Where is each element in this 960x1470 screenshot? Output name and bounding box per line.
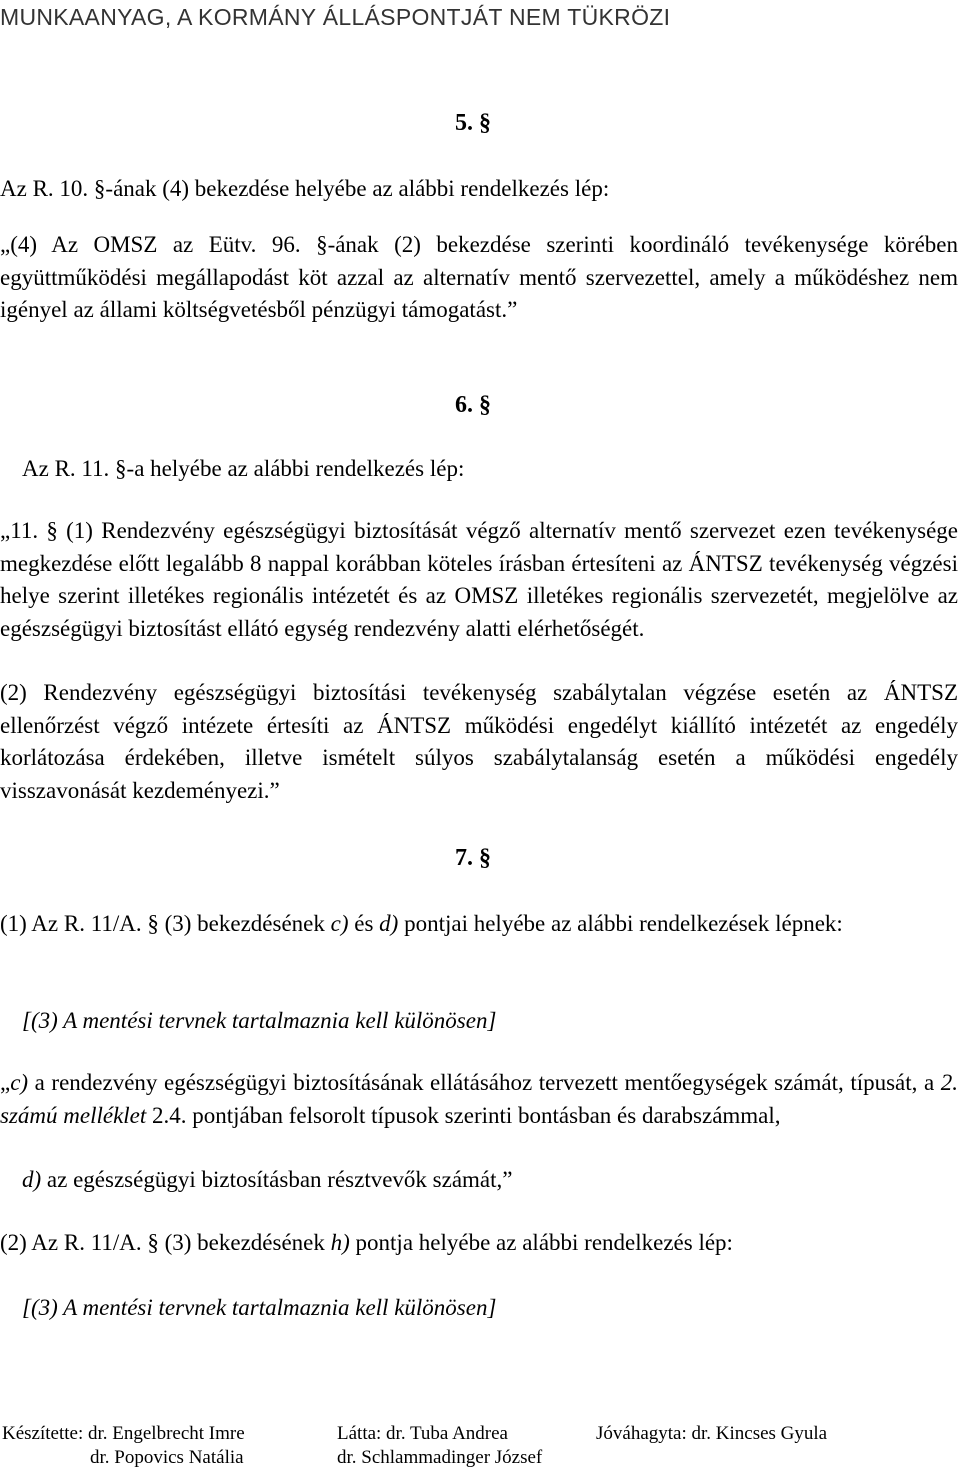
section-7-heading: 7. § [455,845,491,871]
section-5-paragraph: „(4) Az OMSZ az Eütv. 96. §-ának (2) bekezdése szerinti koordináló tevékenysége körében együttműködési megállapodást köt azzal az alternatív mentő szervezettel, amely a működéshez nem igényel az állami költségvetésből pénzügyi támogatást.” [0,232,958,322]
section-6-paragraph-1: „11. § (1) Rendezvény egészségügyi biztosítását végző alternatív mentő szervezet ezen tevékenysége megkezdése előtt legalább 8 nappal korábban köteles írásban értesíteni az ÁNTSZ tevékenység végzési helye szerint illetékes regionális intézetét és az OMSZ illetékes regionális szervezetét, megjelölve az egészségügyi biztosítást ellátó egység rendezvény alatti elérhetőségét. [0,518,958,641]
point-c-label: c) [10,1070,29,1095]
section-7-bracket-2: [(3) A mentési tervnek tartalmaznia kell különösen] [22,1295,497,1320]
page-footer [0,1422,960,1470]
page-header: MUNKAANYAG, A KORMÁNY ÁLLÁSPONTJÁT NEM TÜKRÖZI [0,4,671,30]
point-c-ref: c) [330,911,349,936]
annex-ref: 2. számú melléklet [0,1070,958,1128]
section-6-paragraph-2: (2) Rendezvény egészségügyi biztosítási tevékenység szabálytalan végzése esetén az ÁNTSZ ellenőrzést végző intézete értesíti az ÁNTSZ működési engedélyt kiállító intézetét az engedély korlátozása érdekében, illetve ismételt súlyos szabálytalanság esetén a működési engedély visszavonását kezdeményezi.” [0,680,958,803]
section-5-heading: 5. § [455,110,491,136]
section-6-heading: 6. § [455,392,491,418]
section-7-point-2: (2) Az R. 11/A. § (3) bekezdésének h) pontja helyébe az alábbi rendelkezés lép: [0,1230,733,1255]
section-7-point-1: (1) Az R. 11/A. § (3) bekezdésének c) és d) pontjai helyébe az alábbi rendelkezések lépnek: [0,911,843,936]
section-7-bracket-1: [(3) A mentési tervnek tartalmaznia kell különösen] [22,1008,497,1033]
section-5-intro: Az R. 10. §-ának (4) bekezdése helyébe az alábbi rendelkezés lép: [0,176,610,201]
section-7-point-c: „c) a rendezvény egészségügyi biztosításának ellátásához tervezett mentőegységek számát, típusát, a 2. számú melléklet 2.4. pontjában felsorolt típusok szerinti bontásban és darabszámmal, [0,1070,958,1128]
point-h-ref: h) [330,1230,350,1255]
section-7-point-d: d) az egészségügyi biztosításban résztvevők számát,” [22,1167,513,1192]
footer-approved-by: Jóváhagyta: dr. Kincses Gyula [596,1423,828,1444]
footer-reviewed-by: Látta: dr. Tuba Andrea dr. Schlammadinger József [337,1423,543,1468]
point-d-ref: d) [379,911,399,936]
footer-prepared-by: Készítette: dr. Engelbrecht Imre dr. Popovics Natália [2,1423,245,1468]
section-6-intro: Az R. 11. §-a helyébe az alábbi rendelkezés lép: [22,456,465,481]
point-d-label: d) [22,1167,42,1192]
